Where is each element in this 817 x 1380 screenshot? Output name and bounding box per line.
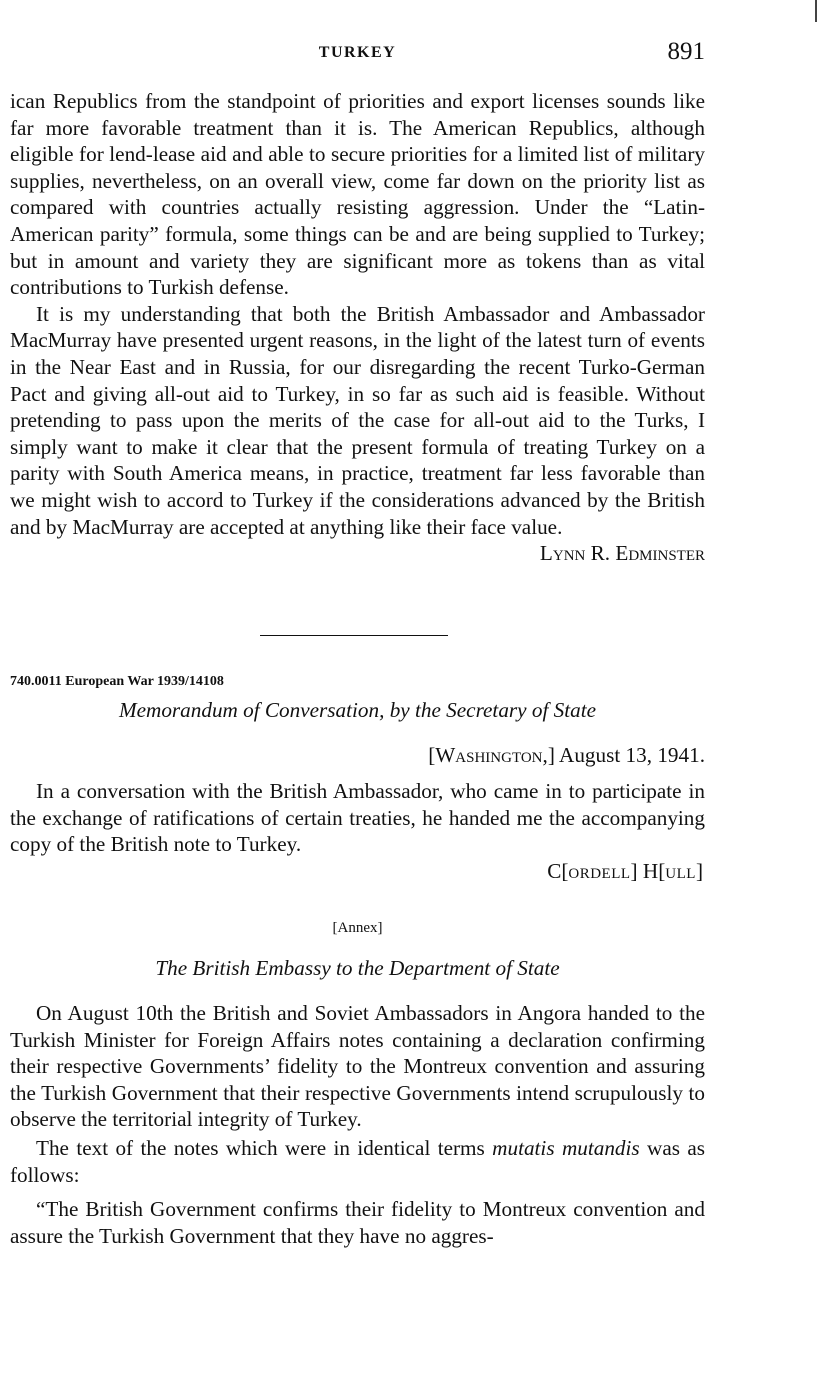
- sig-mid: ] H[: [630, 858, 666, 883]
- section-divider: [260, 635, 448, 636]
- dateline-bracket-open: [: [428, 743, 436, 767]
- signature-hull: [10, 858, 705, 885]
- running-head: TURKEY: [318, 44, 397, 61]
- section1-body: [10, 88, 705, 567]
- file-number: 740.0011 European War 1939/14108: [10, 674, 224, 689]
- annex-paragraph-3: “The British Government confirms their fidelity to Montreux convention and assure the Turkish Government that they have no aggres-: [10, 1197, 705, 1248]
- section1-paragraph-2: [10, 301, 705, 566]
- memo-paragraph: In a conversation with the British Ambassador, who came in to participate in the exchange of ratifications of certain treaties, he handed me the accompanying copy of the British note to Turkey.: [10, 779, 705, 857]
- sig-end: ]: [695, 858, 703, 883]
- annex-paragraph-2-end: was as follows:: [10, 1135, 705, 1187]
- dateline-bracket-close: ]: [547, 743, 555, 767]
- sig-ull: ull: [665, 858, 696, 883]
- memo-title: Memorandum of Conversation, by the Secretary of State: [118, 698, 597, 722]
- section1-paragraph-2-text: It is my understanding that both the British Ambassador and Ambassador MacMurray have presented urgent reasons, in the light of the latest turn of events in the Near East and in Russia, for our disregarding the recent Turko-German Pact and giving all-out aid to Turkey, in so far as such aid is feasible. Without pretending to pass upon the merits of the case for all-out aid to the Turks, I simply want to make it clear that the present formula of treating Turkey on a parity with South America means, in practice, treatment far less favorable than we might wish to accord to Turkey if the considerations advanced by the British and by MacMurray are accepted at anything like their face value.: [10, 301, 705, 539]
- annex-paragraph-2-italic: mutatis mutandis: [492, 1135, 640, 1160]
- annex-body: [10, 1000, 705, 1249]
- annex-title: The British Embassy to the Department of State: [155, 956, 560, 980]
- sig-c: C[: [547, 858, 569, 883]
- sig-ordell: ordell: [568, 858, 631, 883]
- annex-label: [Annex]: [332, 920, 383, 936]
- memo-body: [10, 778, 705, 884]
- annex-paragraph-2: [10, 1135, 705, 1188]
- annex-paragraph-2-start: The text of the notes which were in identical terms: [36, 1135, 493, 1160]
- dateline-place: Washington,: [435, 743, 548, 767]
- dateline: [428, 743, 705, 768]
- section1-paragraph-1: ican Republics from the standpoint of priorities and export licenses sounds like far more favorable treatment than it is. The American Republics, although eligible for lend-lease aid and able to secure priorities for a limited list of military supplies, nevertheless, on an overall view, come far down on the priority list as compared with countries actually resisting aggression. Under the “Latin-American parity” formula, some things can be and are being supplied to Turkey; but in amount and variety they are significant more as tokens than as vital contributions to Turkish defense.: [10, 89, 705, 300]
- annex-paragraph-1: On August 10th the British and Soviet Ambassadors in Angora handed to the Turkish Minister for Foreign Affairs notes containing a declaration confirming their respective Governments’ fidelity to the Montreux convention and assuring the Turkish Government that their respective Governments intend scrupulously to observe the territorial integrity of Turkey.: [10, 1001, 705, 1132]
- signature-edminster: Lynn R. Edminster: [539, 541, 705, 566]
- page-header: [10, 40, 705, 74]
- page-number: 891: [667, 38, 705, 65]
- dateline-date: August 13, 1941.: [559, 743, 705, 767]
